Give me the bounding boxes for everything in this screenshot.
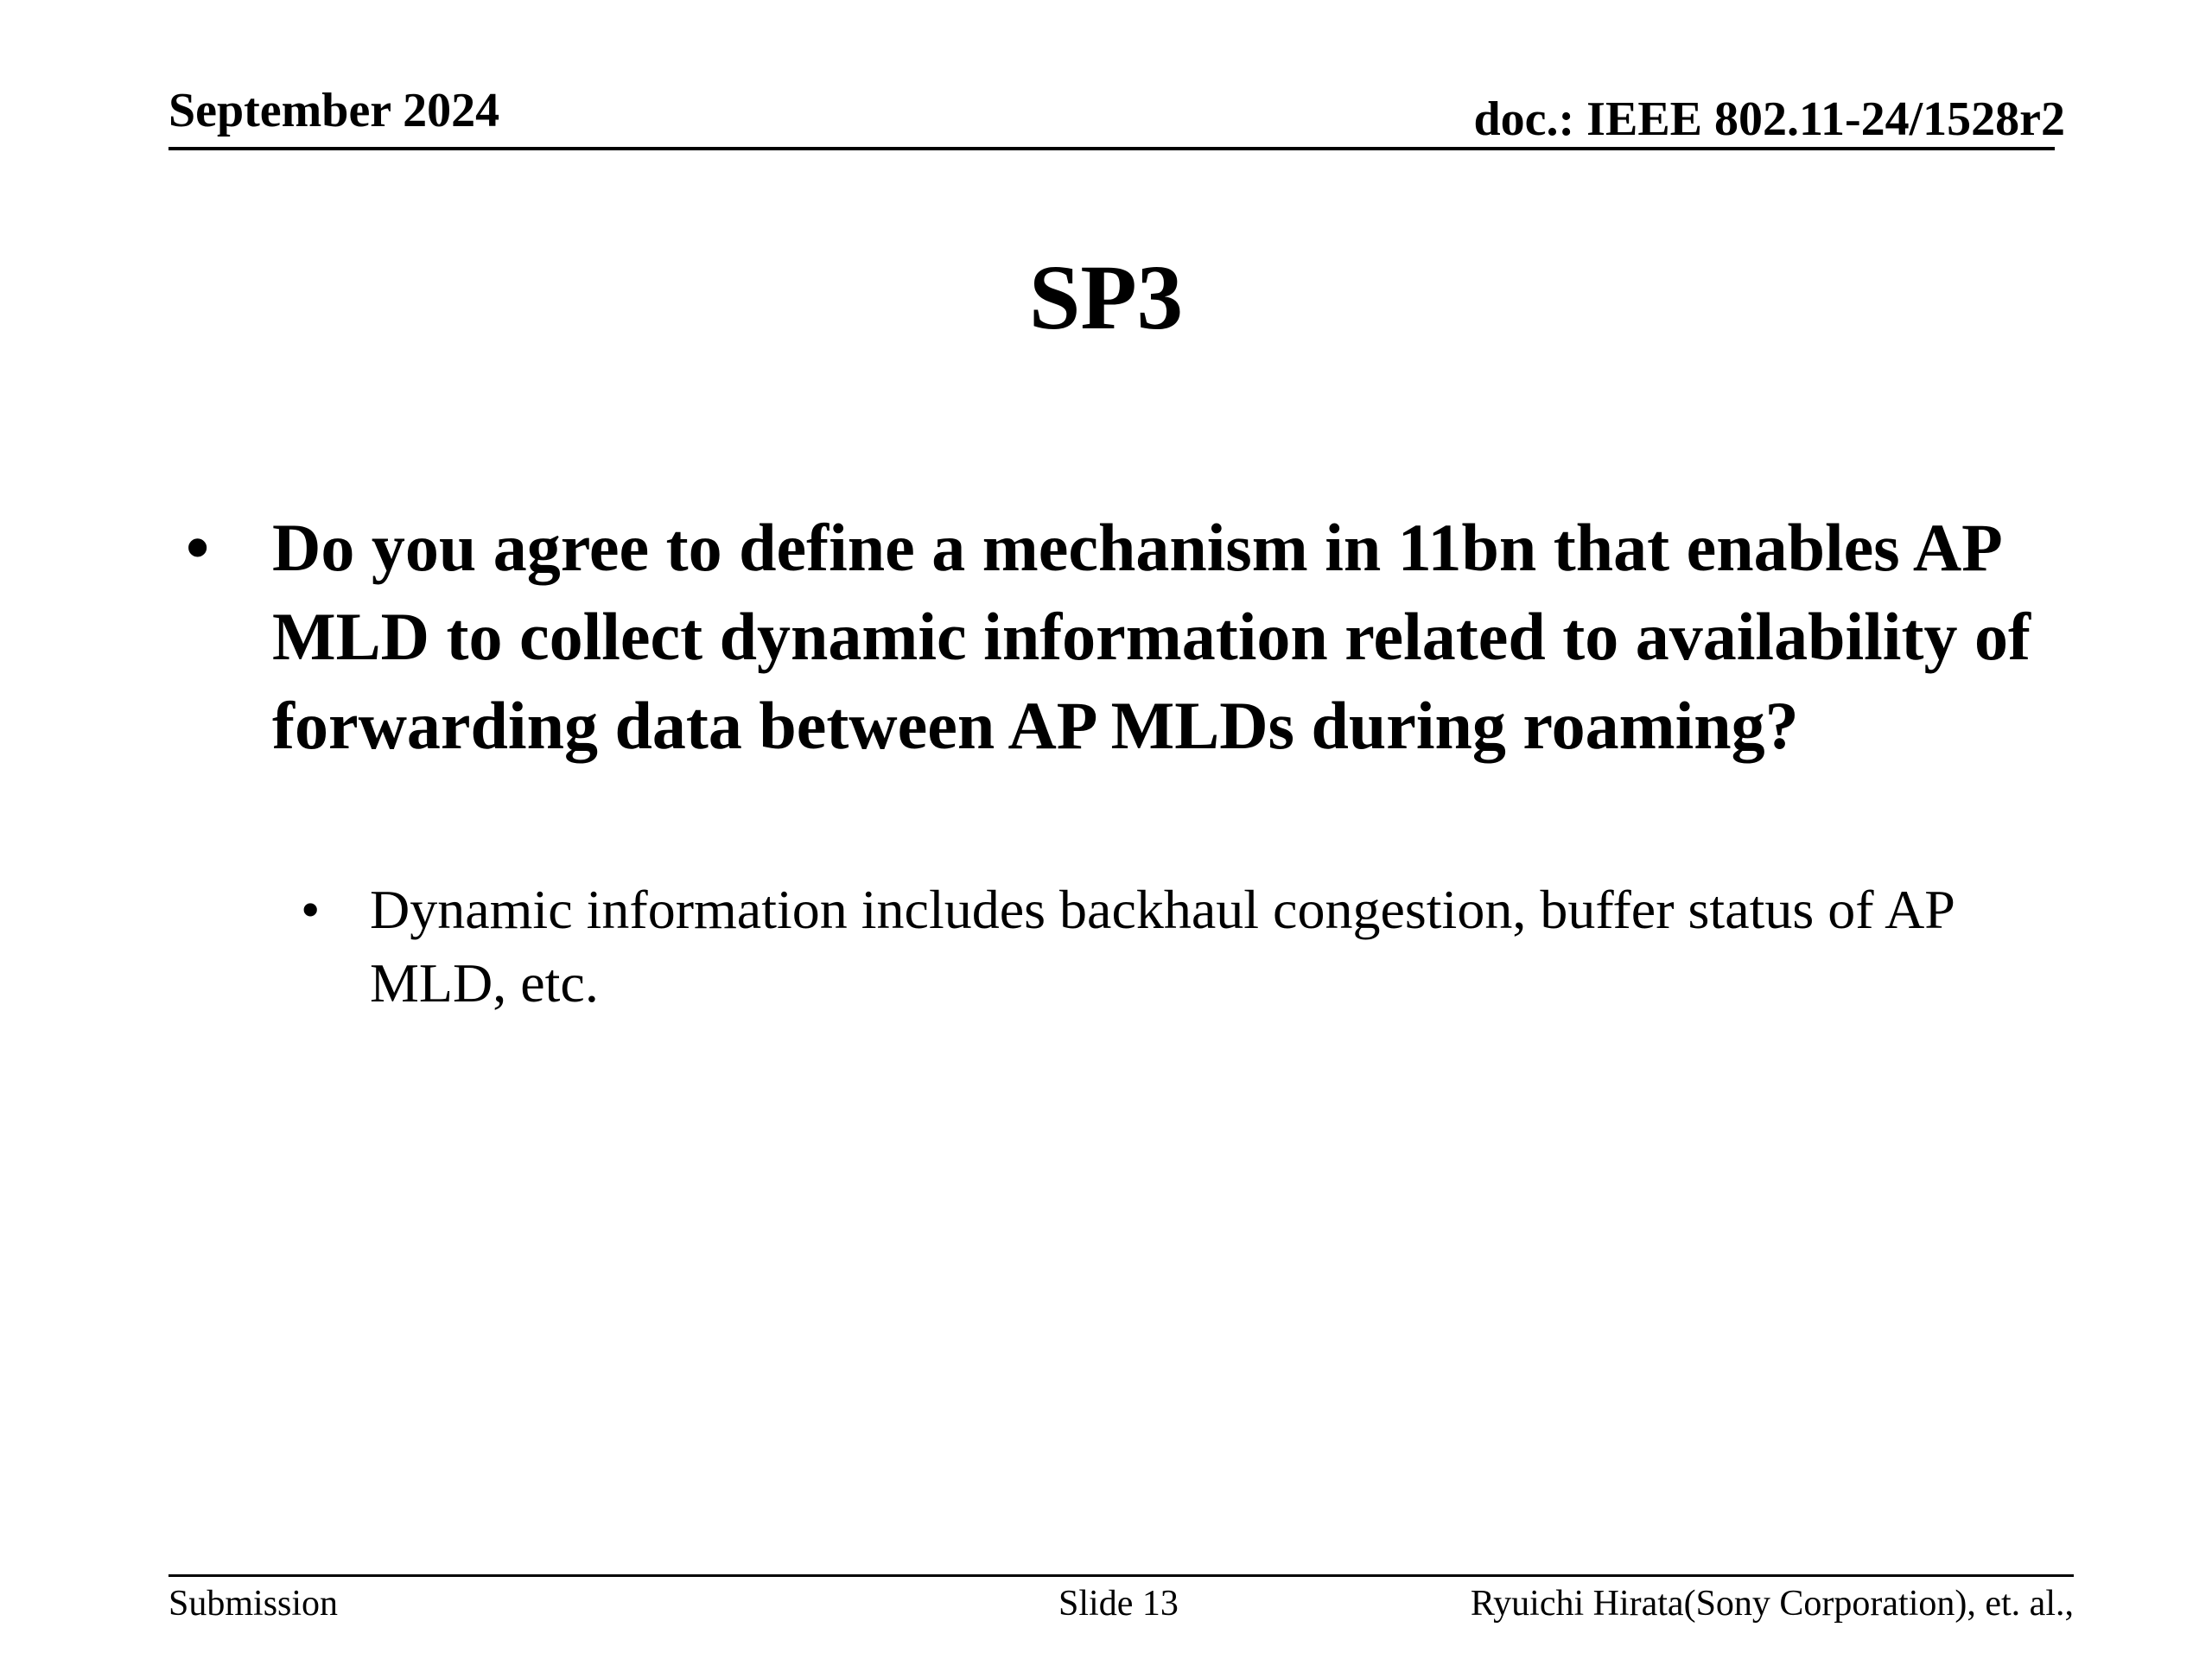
header-doc-id: doc.: IEEE 802.11-24/1528r2 — [1473, 92, 2065, 146]
bullet-text: Do you agree to define a mechanism in 11bn that enables AP MLD to collect dynamic information related to availability of forwarding data between AP MLDs during roaming? — [272, 510, 2031, 763]
header-date: September 2024 — [168, 84, 500, 137]
footer-submission: Submission — [168, 1584, 339, 1624]
footer-author: Ryuichi Hirata(Sony Corporation), et. al., — [1470, 1584, 2074, 1624]
bullet-marker: • — [186, 510, 210, 585]
footer-slide-number: Slide 13 — [1058, 1584, 1179, 1624]
sub-bullet-text: Dynamic information includes backhaul congestion, buffer status of AP MLD, etc. — [370, 879, 1954, 1014]
sub-bullet-marker: • — [301, 879, 321, 940]
footer-divider — [168, 1574, 2074, 1577]
header-divider — [168, 147, 2055, 150]
slide-title: SP3 — [1028, 247, 1184, 349]
